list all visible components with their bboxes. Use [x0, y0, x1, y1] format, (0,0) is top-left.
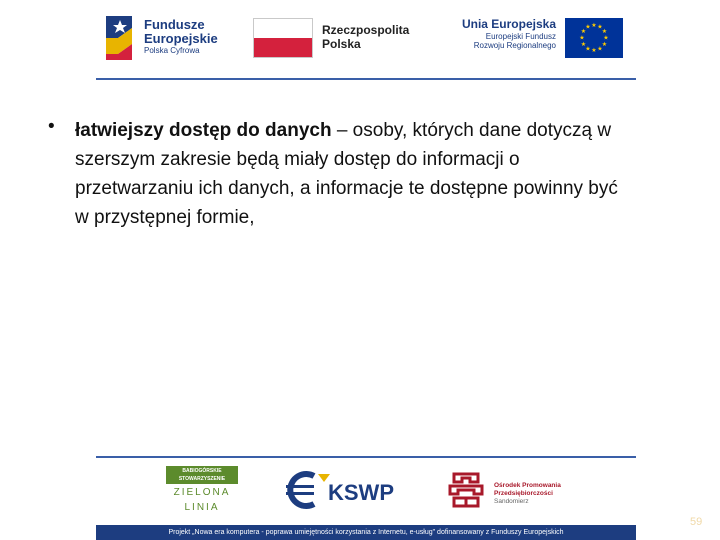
svg-text:★: ★: [585, 45, 591, 53]
project-footer-bar: Projekt „Nowa era komputera - poprawa umiejętności korzystania z Internetu, e-usług" dofinansowany z Funduszy Europejskich: [96, 525, 636, 540]
poland-flag-icon: [253, 18, 313, 58]
ue-sub-2: Rozwoju Regionalnego: [473, 40, 556, 50]
page-number: 59: [690, 516, 703, 528]
bs-name-line-2: LINIA: [184, 502, 220, 513]
svg-text:★: ★: [585, 23, 591, 31]
opp-line-2: Przedsiębiorczości: [494, 490, 553, 497]
rp-line-1: Rzeczpospolita: [322, 23, 410, 37]
unia-europejska-label: [452, 18, 556, 50]
svg-text:★: ★: [579, 34, 585, 42]
svg-text:★: ★: [603, 34, 609, 42]
svg-text:★: ★: [597, 23, 603, 31]
kswp-euro-icon: [284, 470, 404, 510]
opp-line-1: Ośrodek Promowania: [494, 482, 561, 489]
eu-flag-icon: [565, 18, 623, 58]
fundusze-europejskie-logo-icon: [104, 14, 136, 62]
rzeczpospolita-label: [322, 24, 409, 52]
opp-label: [494, 482, 561, 506]
zielona-linia-logo: [166, 466, 238, 516]
fundusze-title-2: Europejskie: [144, 30, 218, 46]
header-divider: [96, 78, 636, 80]
svg-text:★: ★: [591, 47, 597, 54]
bs-badge-line-2: STOWARZYSZENIE: [178, 476, 226, 482]
svg-text:★: ★: [580, 41, 587, 48]
fundusze-title-1: Fundusze: [144, 17, 205, 32]
svg-text:★: ★: [601, 28, 608, 35]
fundusze-europejskie-label: [144, 18, 218, 56]
bullet-description: – osoby, których dane dotyczą w szerszym zakresie będą miały dostęp do informacji o przetwarzaniu ich danych, a informacje te dostępne powinny być w przystępnej formie,: [75, 120, 618, 228]
ue-sub-1: Europejski Fundusz: [485, 31, 556, 41]
ue-title: Unia Europejska: [461, 17, 556, 31]
opp-city: Sandomierz: [494, 498, 529, 505]
kswp-text: KSWP: [328, 480, 394, 505]
opp-emblem-icon: [446, 468, 486, 510]
kswp-logo: [284, 470, 404, 510]
svg-text:★: ★: [601, 41, 608, 48]
bs-badge: [166, 466, 238, 484]
fundusze-subtitle: Polska Cyfrowa: [144, 46, 200, 56]
bs-name-line-1: ZIELONA: [173, 487, 231, 498]
rp-line-2: Polska: [322, 36, 361, 51]
svg-text:★: ★: [580, 28, 587, 35]
bs-badge-line-1: BABIOGÓRSKIE: [182, 468, 222, 474]
svg-text:★: ★: [591, 22, 597, 29]
bullet-marker: •: [48, 116, 55, 137]
svg-text:★: ★: [597, 45, 603, 53]
bullet-bold-term: łatwiejszy dostęp do danych: [75, 120, 332, 141]
footer-divider: [96, 456, 636, 458]
bullet-paragraph: [75, 116, 635, 232]
